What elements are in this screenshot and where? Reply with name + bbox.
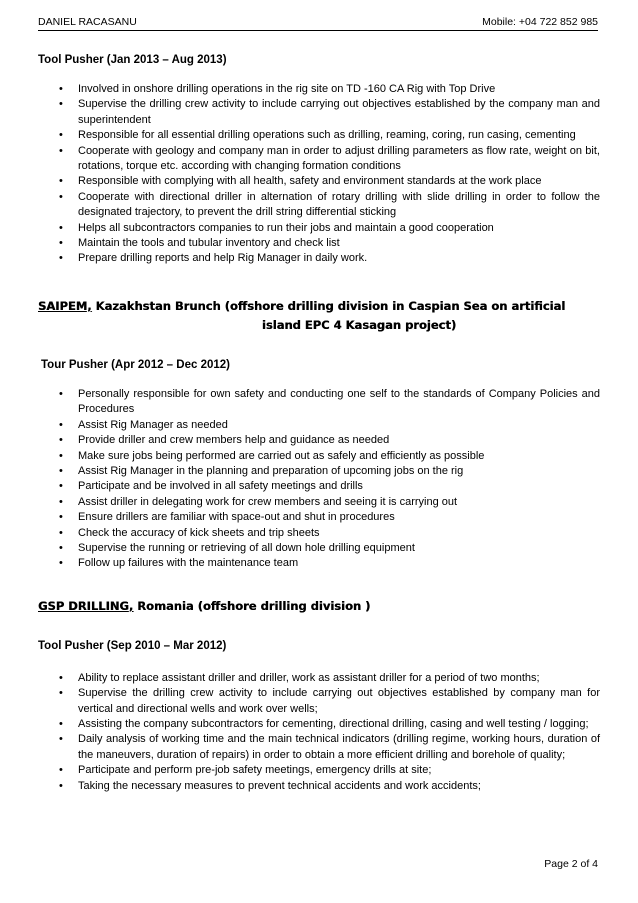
list-item: • Participate and perform pre-job safety meetings, emergency drills at site; [38,763,600,778]
bullet-icon: • [59,418,63,431]
bullet-icon: • [59,526,63,539]
list-item: • Ensure drillers are familiar with space-out and shut in procedures [38,510,600,525]
list-item: • Cooperate with directional driller in alternation of rotary drilling with slide drilling in order to follow the designated trajectory, to prevent the drill string differential sticking [59,190,600,219]
bullet-icon: • [59,175,63,188]
list-item: • Participate and be involved in all safety meetings and drills [38,479,600,494]
list-item: • Assisting the company subcontractors for cementing, directional drilling, casing and well testing / logging; [38,717,600,732]
list-item: • Responsible with complying with all health, safety and environment standards at the work place [38,174,600,189]
bullet-icon: • [59,387,63,400]
bullet-icon: • [59,557,63,570]
list-item: • Involved in onshore drilling operations in the rig site on TD -160 CA Rig with Top Drive [38,82,600,97]
bullet-icon: • [59,495,63,508]
bullet-icon: • [59,779,63,792]
company-name: GSP DRILLING, [38,598,134,613]
company-heading-line1 [38,297,600,316]
list-item: • Helps all subcontractors companies to run their jobs and maintain a good cooperation [38,221,600,236]
bullet-icon: • [59,671,63,684]
resume-content [38,52,600,794]
bullet-icon: • [59,717,63,730]
list-item: • Provide driller and crew members help and guidance as needed [38,433,600,448]
list-item: • Follow up failures with the maintenance team [38,556,600,571]
list-item: • Responsible for all essential drilling operations such as drilling, reaming, coring, run casing, cementing [38,128,600,143]
page-number: Page 2 of 4 [544,858,598,870]
bullet-icon: • [59,221,63,234]
bullet-icon: • [59,764,63,777]
page-header [38,10,598,31]
company-heading-line1 [38,597,600,616]
responsibilities-list [38,387,600,572]
list-item: • Maintain the tools and tubular inventory and check list [38,236,600,251]
bullet-icon: • [59,733,63,746]
candidate-name: DANIEL RACASANU [38,16,137,28]
list-item: • Assist Rig Manager in the planning and preparation of upcoming jobs on the rig [38,464,600,479]
bullet-icon: • [59,237,63,250]
list-item: • Prepare drilling reports and help Rig Manager in daily work. [38,251,600,266]
responsibilities-list [38,82,600,267]
bullet-icon: • [59,511,63,524]
bullet-icon: • [59,252,63,265]
list-item: • Assist Rig Manager as needed [38,418,600,433]
company-heading-line2: island EPC 4 Kasagan project) [261,317,457,332]
job-title: Tool Pusher (Sep 2010 – Mar 2012) [38,639,227,652]
bullet-icon: • [59,129,63,142]
list-item: • Supervise the drilling crew activity to include carrying out objectives established by company man for vertical and directional wells and work over wells; [59,687,600,715]
list-item: • Cooperate with geology and company man in order to adjust drilling parameters as flow rate, weight on bit, rotations, torque etc. according with changing formation conditions [59,144,600,173]
company-location: Romania (offshore drilling division ) [133,598,371,613]
list-item: • Daily analysis of working time and the main technical indicators (drilling regime, working hours, duration of the maneuvers, duration of repairs) in order to obtain a more efficient drilling and borehole of quality; [59,733,600,761]
company-name: SAIPEM, [38,298,92,313]
list-item: • Personally responsible for own safety and conducting one self to the standards of Company Policies and Procedures [59,387,600,416]
company-location: Kazakhstan Brunch (offshore drilling division in Caspian Sea on artificial [91,298,566,313]
bullet-icon: • [59,434,63,447]
list-item: • Make sure jobs being performed are carried out as safely and efficiently as possible [38,449,600,464]
list-item: • Taking the necessary measures to prevent technical accidents and work accidents; [38,779,600,794]
list-item: • Supervise the running or retrieving of all down hole drilling equipment [38,541,600,556]
bullet-icon: • [59,83,63,95]
job-title: Tool Pusher (Jan 2013 – Aug 2013) [38,54,227,66]
bullet-icon: • [59,190,63,203]
list-item: • Supervise the drilling crew activity to include carrying out objectives established by the company man and superintendent [59,98,600,126]
list-item: • Assist driller in delegating work for crew members and seeing it is carrying out [38,495,600,510]
bullet-icon: • [59,541,63,554]
company-heading [38,597,600,616]
bullet-icon: • [59,480,63,493]
bullet-icon: • [59,464,63,477]
responsibilities-list [38,671,600,794]
bullet-icon: • [59,449,63,462]
list-item: • Ability to replace assistant driller and driller, work as assistant driller for a period of two months; [38,671,600,686]
bullet-icon: • [59,98,63,111]
job-title: Tour Pusher (Apr 2012 – Dec 2012) [41,358,230,371]
mobile-number: Mobile: +04 722 852 985 [482,16,598,28]
list-item: • Check the accuracy of kick sheets and trip sheets [38,526,600,541]
bullet-icon: • [59,687,63,700]
company-heading [38,297,600,335]
bullet-icon: • [59,144,63,157]
